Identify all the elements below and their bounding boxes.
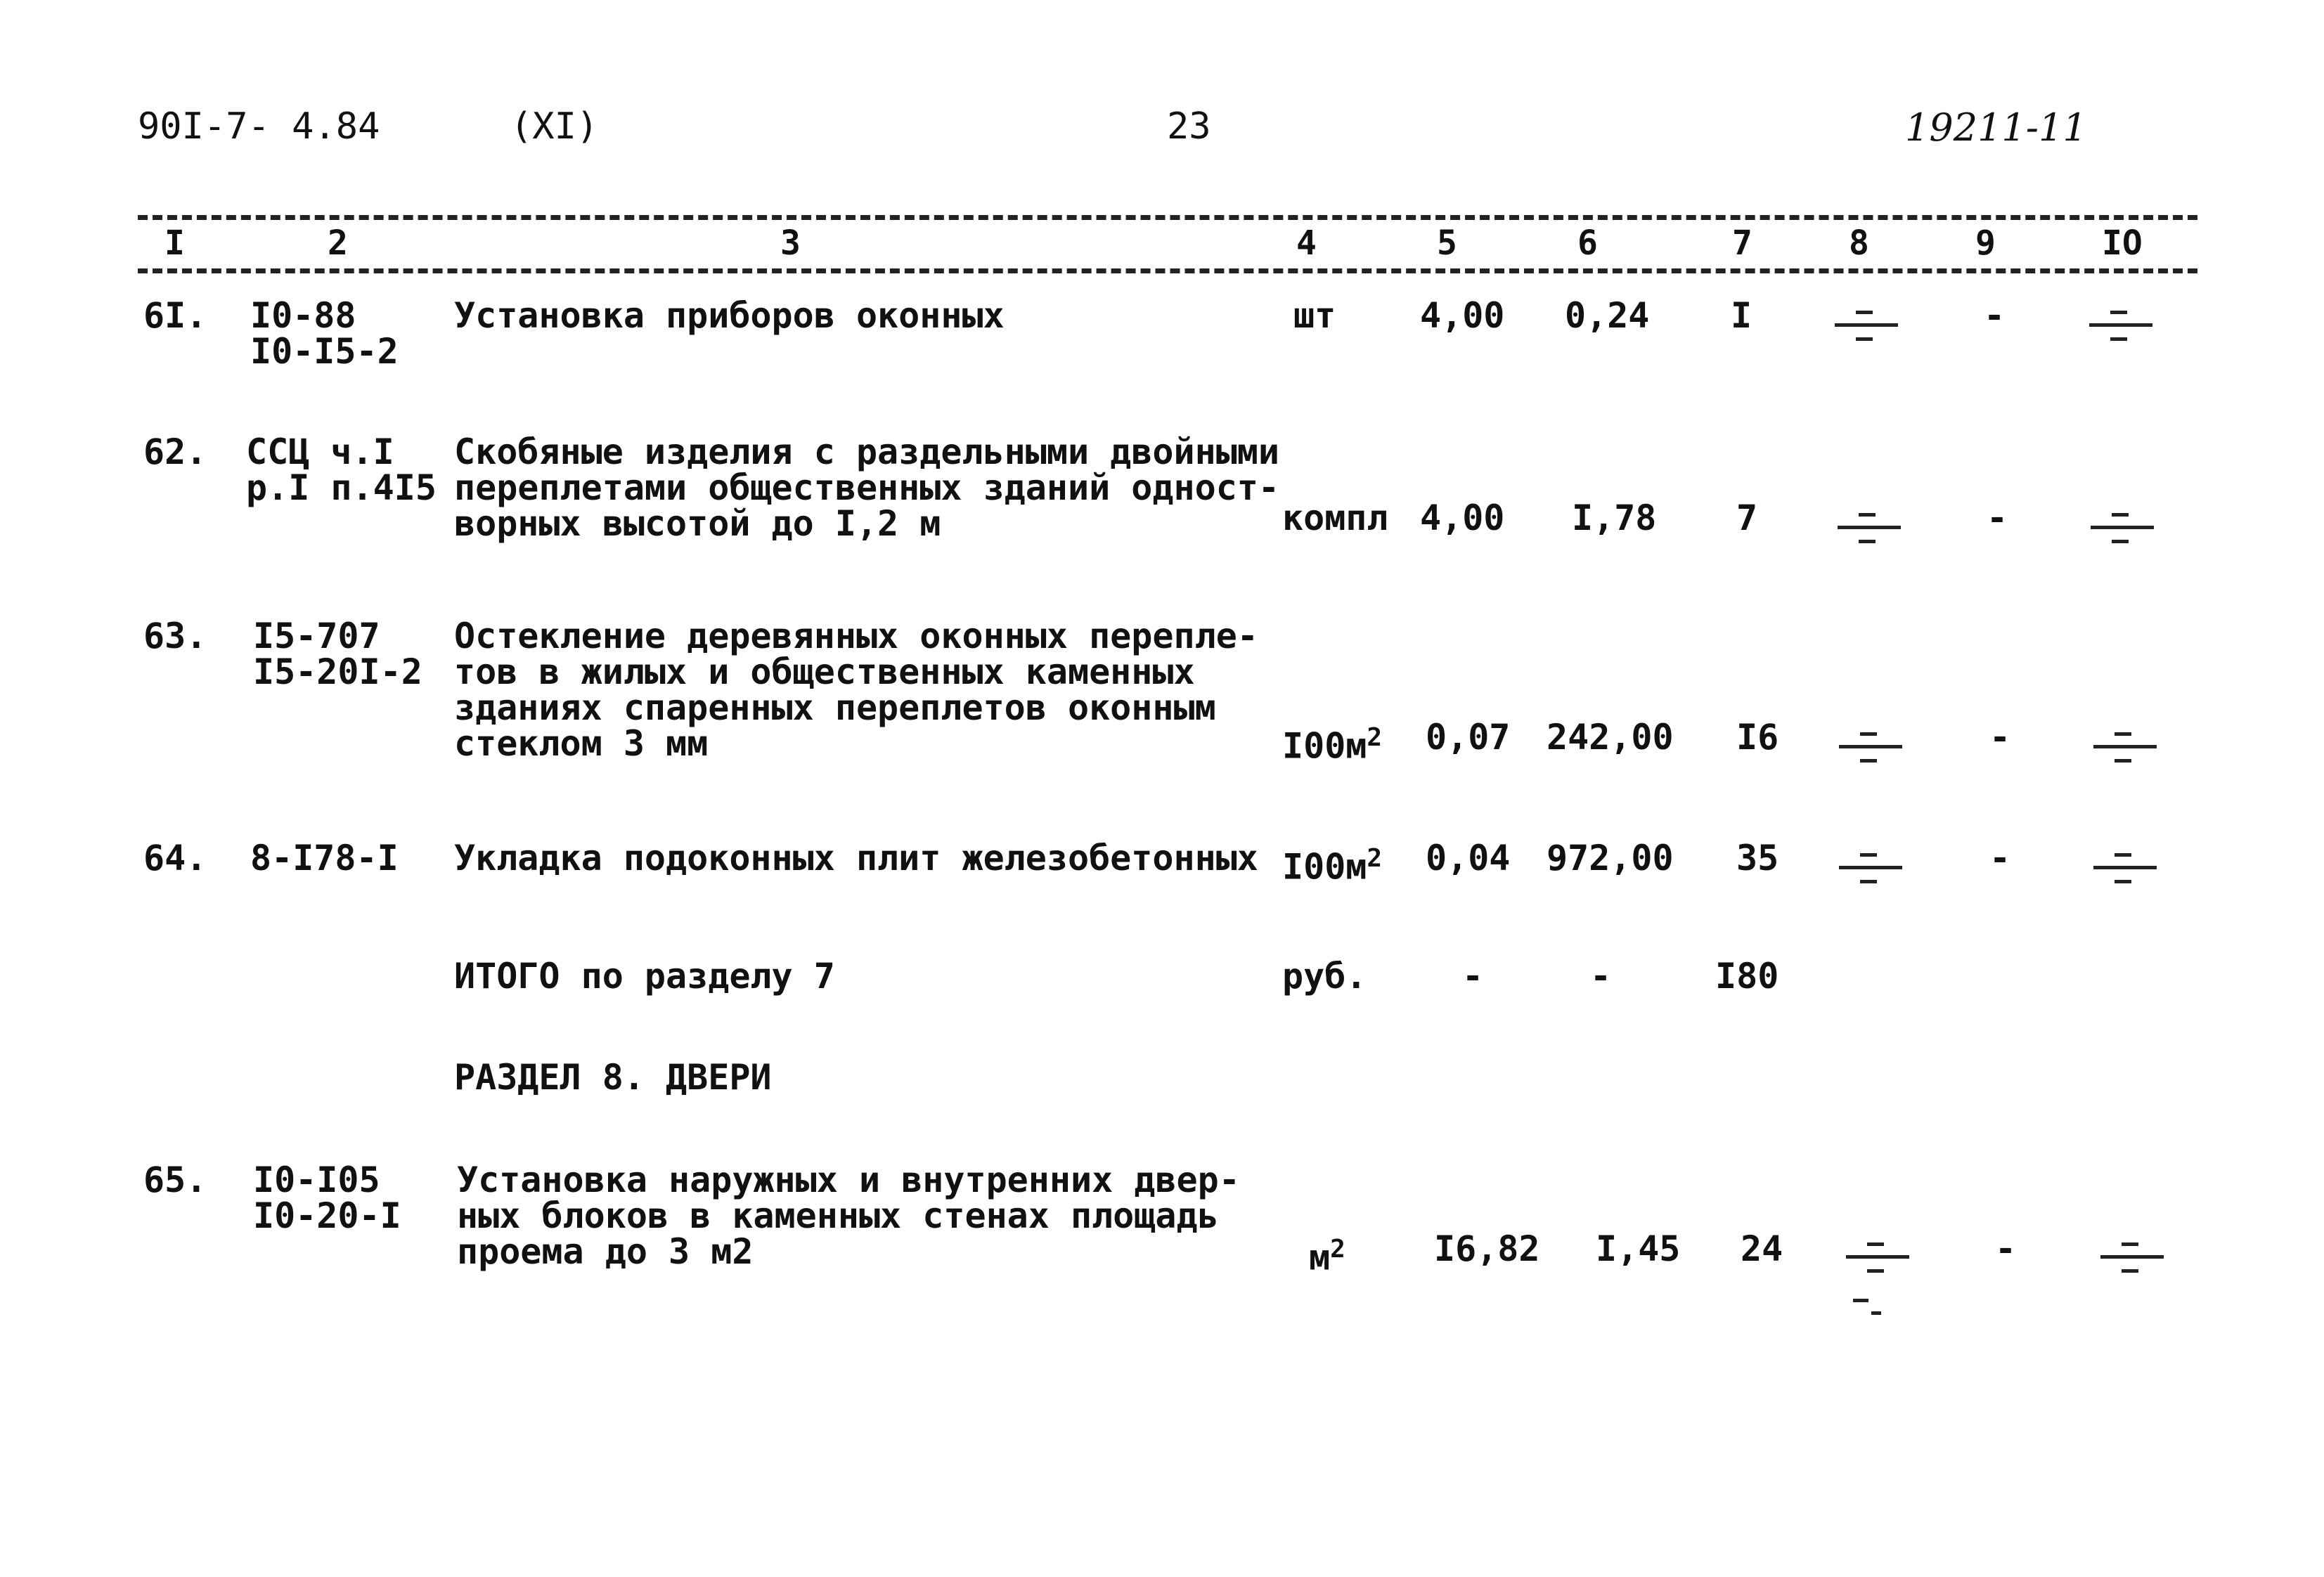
- section-7-total-label: ИТОГО по разделу 7: [454, 956, 835, 997]
- row-63-desc-line: стеклом 3 мм: [454, 723, 709, 764]
- row-63-desc-line: тов в жилых и общественных каменных: [454, 651, 1195, 692]
- row-65-col8-extra-dash: [1853, 1299, 1868, 1302]
- row-62-desc-line: переплетами общественных зданий одност-: [454, 467, 1279, 508]
- row-61-col8-ditto-mark: [1835, 309, 1905, 351]
- row-64-cost: 35: [1736, 838, 1779, 878]
- row-65-desc-line: проема до 3 м2: [457, 1231, 754, 1272]
- row-64-description: [454, 838, 1258, 878]
- row-65-col8-ditto-mark: [1846, 1241, 1916, 1283]
- section-7-total-price: -: [1590, 956, 1612, 997]
- row-61-code-line: I0-88: [250, 295, 356, 336]
- row-63-desc-line: Остекление деревянных оконных перепле-: [454, 616, 1258, 656]
- row-64-unit-price: 972,00: [1547, 838, 1674, 878]
- col-header-2: 2: [328, 223, 348, 263]
- row-62-quantity: 4,00: [1420, 498, 1505, 538]
- row-65-description: [457, 1162, 1240, 1270]
- row-63-col9: -: [1989, 717, 2011, 758]
- section-7-total-cost: I80: [1715, 956, 1779, 997]
- row-62-unit: компл: [1282, 498, 1388, 538]
- row-62-number: 62.: [143, 431, 207, 472]
- row-62-col9: -: [1987, 498, 2008, 538]
- row-65-unit-superscript: 2: [1330, 1235, 1345, 1264]
- row-62-description: [454, 431, 1279, 544]
- row-64-desc-line: Укладка подоконных плит железобетонных: [454, 838, 1258, 878]
- row-65-code: [253, 1162, 401, 1234]
- row-61-cost: I: [1731, 295, 1752, 336]
- row-61-unit-price: 0,24: [1565, 295, 1650, 336]
- row-63-code-line: I5-20I-2: [253, 651, 422, 692]
- row-63-unit-text: I00м: [1282, 725, 1367, 767]
- row-63-code: [253, 618, 422, 690]
- row-64-col10-ditto-mark: [2093, 852, 2164, 894]
- col-header-6: 6: [1577, 223, 1598, 263]
- row-61-quantity: 4,00: [1420, 295, 1505, 336]
- row-65-col8-extra-dash: [1871, 1311, 1881, 1315]
- header-top-rule: [138, 215, 2197, 220]
- row-65-col9: -: [1995, 1228, 2017, 1269]
- row-64-code: [250, 838, 399, 878]
- row-61-col10-ditto-mark: [2089, 309, 2160, 351]
- row-63-col10-ditto-mark: [2093, 731, 2164, 773]
- row-63-desc-line: зданиях спаренных переплетов оконным: [454, 687, 1216, 728]
- row-65-unit-text: м: [1309, 1237, 1331, 1278]
- document-part: (XI): [510, 105, 599, 148]
- row-63-col8-ditto-mark: [1839, 731, 1909, 773]
- row-62-col10-ditto-mark: [2091, 512, 2161, 554]
- row-63-unit-superscript: 2: [1367, 723, 1383, 752]
- col-header-9: 9: [1975, 223, 1996, 263]
- handwritten-reference: 19211-11: [1905, 105, 2087, 150]
- row-62-code-line: р.I п.4I5: [246, 467, 437, 508]
- row-64-unit-superscript: 2: [1367, 844, 1383, 873]
- row-62-desc-line: Скобяные изделия с раздельными двойными: [454, 431, 1279, 472]
- row-65-col10-ditto-mark: [2100, 1241, 2171, 1283]
- row-62-unit-price: I,78: [1572, 498, 1657, 538]
- row-62-code: [246, 431, 437, 508]
- document-code: 90I-7- 4.84: [138, 105, 380, 148]
- section-8-heading: РАЗДЕЛ 8. ДВЕРИ: [454, 1057, 772, 1098]
- section-7-total-unit: руб.: [1282, 956, 1367, 997]
- col-header-7: 7: [1732, 223, 1752, 263]
- row-63-cost: I6: [1736, 717, 1779, 758]
- row-61-unit: шт: [1293, 295, 1336, 336]
- row-62-col8-ditto-mark: [1838, 512, 1908, 554]
- row-61-desc-line: Установка приборов оконных: [454, 295, 1005, 336]
- row-65-quantity: I6,82: [1434, 1228, 1540, 1269]
- row-63-quantity: 0,07: [1426, 717, 1511, 758]
- row-65-code-line: I0-20-I: [253, 1195, 401, 1236]
- row-65-code-line: I0-I05: [253, 1160, 380, 1200]
- section-7-total-quantity: -: [1462, 956, 1484, 997]
- col-header-1: I: [164, 223, 185, 263]
- row-65-number: 65.: [143, 1160, 207, 1200]
- row-64-number: 64.: [143, 838, 207, 878]
- col-header-10: IO: [2102, 223, 2143, 263]
- row-63-description: [454, 618, 1258, 762]
- row-61-number: 6I.: [143, 295, 207, 336]
- row-62-cost: 7: [1736, 498, 1758, 538]
- row-61-col9: -: [1984, 295, 2006, 336]
- row-65-desc-line: Установка наружных и внутренних двер-: [457, 1160, 1240, 1200]
- row-65-desc-line: ных блоков в каменных стенах площадь: [457, 1195, 1219, 1236]
- row-62-code-line: ССЦ ч.I: [246, 431, 394, 472]
- row-65-unit: [1309, 1231, 1345, 1276]
- row-63-number: 63.: [143, 616, 207, 656]
- col-header-4: 4: [1296, 223, 1317, 263]
- col-header-3: 3: [780, 223, 801, 263]
- row-63-code-line: I5-707: [253, 616, 380, 656]
- col-header-5: 5: [1437, 223, 1457, 263]
- row-64-unit: [1282, 841, 1383, 888]
- row-64-quantity: 0,04: [1426, 838, 1511, 878]
- row-61-description: [454, 295, 1005, 336]
- row-64-col8-ditto-mark: [1839, 852, 1909, 894]
- row-63-unit-price: 242,00: [1547, 717, 1674, 758]
- row-64-code-line: 8-I78-I: [250, 838, 399, 878]
- row-63-unit: [1282, 720, 1382, 765]
- row-62-desc-line: ворных высотой до I,2 м: [454, 503, 941, 544]
- row-61-code-line: I0-I5-2: [250, 331, 399, 372]
- row-64-col9: -: [1989, 838, 2011, 878]
- header-bottom-rule: [138, 268, 2197, 273]
- row-61-code: [250, 295, 399, 372]
- page-number: 23: [1167, 105, 1211, 148]
- col-header-8: 8: [1849, 223, 1869, 263]
- row-64-unit-text: I00м: [1282, 846, 1367, 888]
- row-65-cost: 24: [1741, 1228, 1783, 1269]
- row-65-unit-price: I,45: [1596, 1228, 1681, 1269]
